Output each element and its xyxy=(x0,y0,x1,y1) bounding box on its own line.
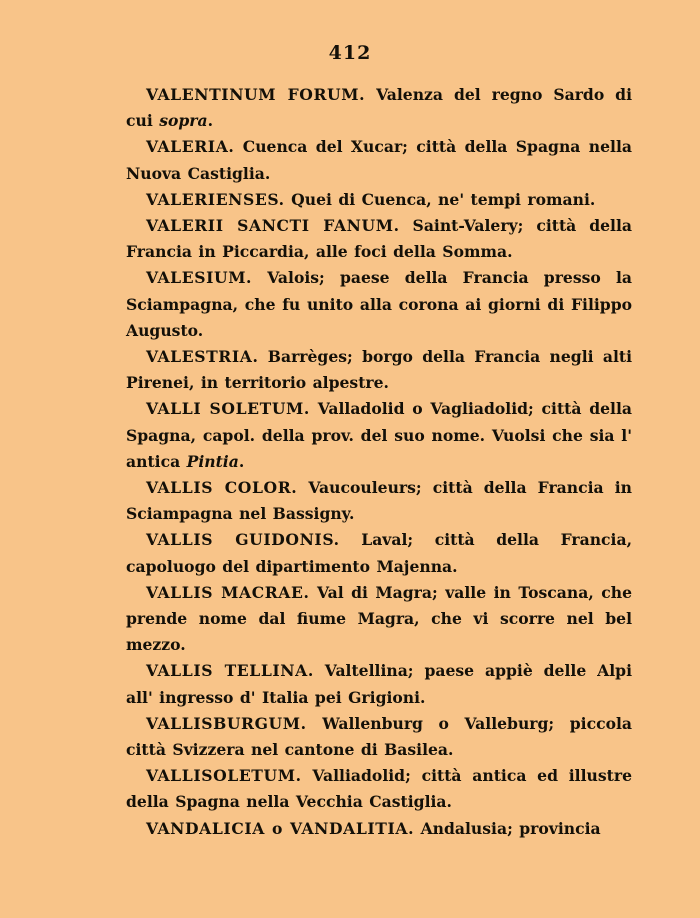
entry-definition-end: . xyxy=(238,451,245,471)
dictionary-entry xyxy=(126,711,632,763)
dictionary-entry xyxy=(126,475,632,527)
page-number: 412 xyxy=(328,42,372,64)
entry-headword: VANDALICIA o VANDALITIA. xyxy=(146,818,415,838)
entry-definition: Vaucouleurs; città della Francia in Sciampagna nel Bassigny. xyxy=(126,478,632,524)
dictionary-entry xyxy=(126,816,632,842)
entry-definition: Wallenburg o Valleburg; piccola città Svizzera nel cantone di Basilea. xyxy=(126,713,632,760)
entry-definition: Valtellina; paese appiè delle Alpi all' ingresso d' Italia pei Grigioni. xyxy=(126,661,632,707)
entry-headword: VALESTRIA. xyxy=(146,347,259,367)
entry-headword: VALLIS TELLINA. xyxy=(146,661,314,681)
entry-definition: Andalusia; provincia xyxy=(414,818,601,838)
entry-headword: VALERIENSES. xyxy=(146,189,285,209)
entry-definition: Quei di Cuenca, ne' tempi romani. xyxy=(284,189,596,209)
entry-definition: Valenza del regno Sardo di cui xyxy=(126,85,633,131)
entry-headword: VALLIS MACRAE. xyxy=(146,582,310,602)
entry-definition: Valladolid o Vagliadolid; città della Spagna, capol. della prov. del suo nome. Vuolsi che sia l' antica xyxy=(126,399,632,471)
dictionary-entries xyxy=(126,82,632,842)
entry-italic-term: sopra xyxy=(159,111,208,131)
entry-headword: VALENTINUM FORUM. xyxy=(146,85,366,104)
entry-definition: Barrèges; borgo della Francia negli alti Pirenei, in territorio alpestre. xyxy=(126,347,632,393)
dictionary-entry xyxy=(126,265,632,344)
entry-headword: VALLIS GUIDONIS. xyxy=(146,530,340,550)
entry-headword: VALERIA. xyxy=(146,137,235,157)
entry-headword: VALLISBURGUM. xyxy=(146,713,307,733)
dictionary-entry xyxy=(126,187,632,213)
entry-headword: VALERII SANCTI FANUM. xyxy=(146,216,400,236)
entry-definition: Val di Magra; valle in Toscana, che prende nome dal fiume Magra, che vi scorre nel bel mezzo. xyxy=(126,582,632,655)
dictionary-entry xyxy=(126,763,632,815)
entry-definition: Valois; paese della Francia presso la Sciampagna, che fu unito alla corona ai giorni di Filippo Augusto. xyxy=(126,268,632,340)
dictionary-entry xyxy=(126,134,632,186)
entry-definition: Cuenca del Xucar; città della Spagna nella Nuova Castiglia. xyxy=(126,137,632,183)
entry-definition: Saint-Valery; città della Francia in Piccardia, alle foci della Somma. xyxy=(126,216,632,262)
dictionary-entry xyxy=(126,527,632,579)
dictionary-entry xyxy=(126,82,632,134)
dictionary-entry xyxy=(126,344,632,396)
entry-headword: VALLISOLETUM. xyxy=(146,766,302,786)
entry-headword: VALESIUM. xyxy=(146,268,253,288)
entry-headword: VALLIS COLOR. xyxy=(146,478,298,498)
dictionary-entry xyxy=(126,658,632,710)
entry-definition: Valliadolid; città antica ed illustre della Spagna nella Vecchia Castiglia. xyxy=(126,766,632,812)
dictionary-entry xyxy=(126,580,632,659)
entry-italic-term: Pintia xyxy=(186,451,239,471)
dictionary-entry xyxy=(126,396,632,475)
dictionary-entry xyxy=(126,213,632,265)
entry-headword: VALLI SOLETUM. xyxy=(146,399,310,419)
entry-definition-end: . xyxy=(207,111,214,131)
entry-definition: Laval; città della Francia, capoluogo del dipartimento Majenna. xyxy=(126,530,632,576)
